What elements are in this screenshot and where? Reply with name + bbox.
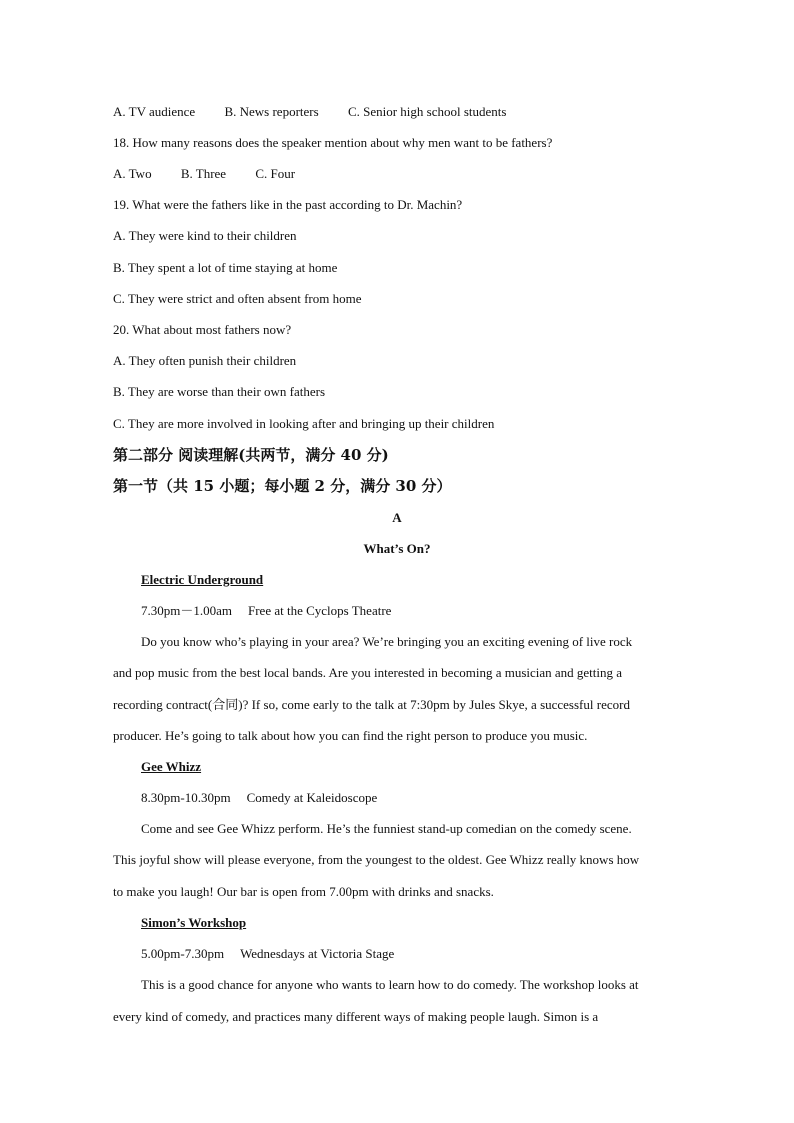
option-a: A. Two [113,166,152,181]
q19-option-c: C. They were strict and often absent from home [113,291,362,306]
event-time: 5.00pm-7.30pm [141,946,225,961]
section1-heading: 第一节（共 15 小题；每小题 2 分，满分 30 分） [113,477,452,495]
event-time-place [141,790,377,806]
q20-option-b: B. They are worse than their own fathers [113,384,326,399]
option-b: B. News reporters [224,104,319,119]
event-time-place [141,603,391,619]
part2-heading: 第二部分 阅读理解(共两节，满分 40 分) [113,446,389,464]
event-text-line: Come and see Gee Whizz perform. He’s the funniest stand-up comedian on the comedy scene. [141,821,632,836]
event-text-line: recording contract(合同)? If so, come early to the talk at 7:30pm by Jules Skye, a successful record [113,697,630,712]
option-c: C. Senior high school students [347,104,507,119]
event-text-line: This joyful show will please everyone, from the youngest to the oldest. Gee Whizz really knows how [113,852,640,867]
event-place: Free at the Cyclops Theatre [248,603,392,618]
q17-options [113,104,506,120]
event-text-line: every kind of comedy, and practices many different ways of making people laugh. Simon is a [113,1009,599,1024]
event-text-line: to make you laugh! Our bar is open from 7.00pm with drinks and snacks. [113,884,494,899]
q18-question: 18. How many reasons does the speaker mention about why men want to be fathers? [113,135,553,150]
event-title-electric-underground: Electric Underground [141,572,264,587]
event-text-line: This is a good chance for anyone who wants to learn how to do comedy. The workshop looks at [141,977,639,992]
q19-option-a: A. They were kind to their children [113,228,297,243]
event-time: 8.30pm-10.30pm [141,790,231,805]
event-title-simons-workshop: Simon’s Workshop [141,915,247,930]
q18-options [113,166,295,182]
event-place: Wednesdays at Victoria Stage [240,946,395,961]
event-time: 7.30pm－1.00am [141,603,232,618]
passage-title: What’s On? [363,541,431,556]
q20-option-c: C. They are more involved in looking after and bringing up their children [113,416,495,431]
option-a: A. TV audience [113,104,196,119]
passage-letter: A [392,510,402,525]
option-b: B. Three [180,166,227,181]
event-title-gee-whizz: Gee Whizz [141,759,202,774]
event-text-line: producer. He’s going to talk about how you can find the right person to produce you music. [113,728,588,743]
event-text-line: Do you know who’s playing in your area? We’re bringing you an exciting evening of live rock [141,634,633,649]
q19-question: 19. What were the fathers like in the past according to Dr. Machin? [113,197,463,212]
event-text-line: and pop music from the best local bands. Are you interested in becoming a musician and getting a [113,665,623,680]
q19-option-b: B. They spent a lot of time staying at home [113,260,338,275]
option-c: C. Four [255,166,296,181]
q20-question: 20. What about most fathers now? [113,322,292,337]
event-time-place [141,946,394,962]
q20-option-a: A. They often punish their children [113,353,297,368]
event-place: Comedy at Kaleidoscope [246,790,378,805]
